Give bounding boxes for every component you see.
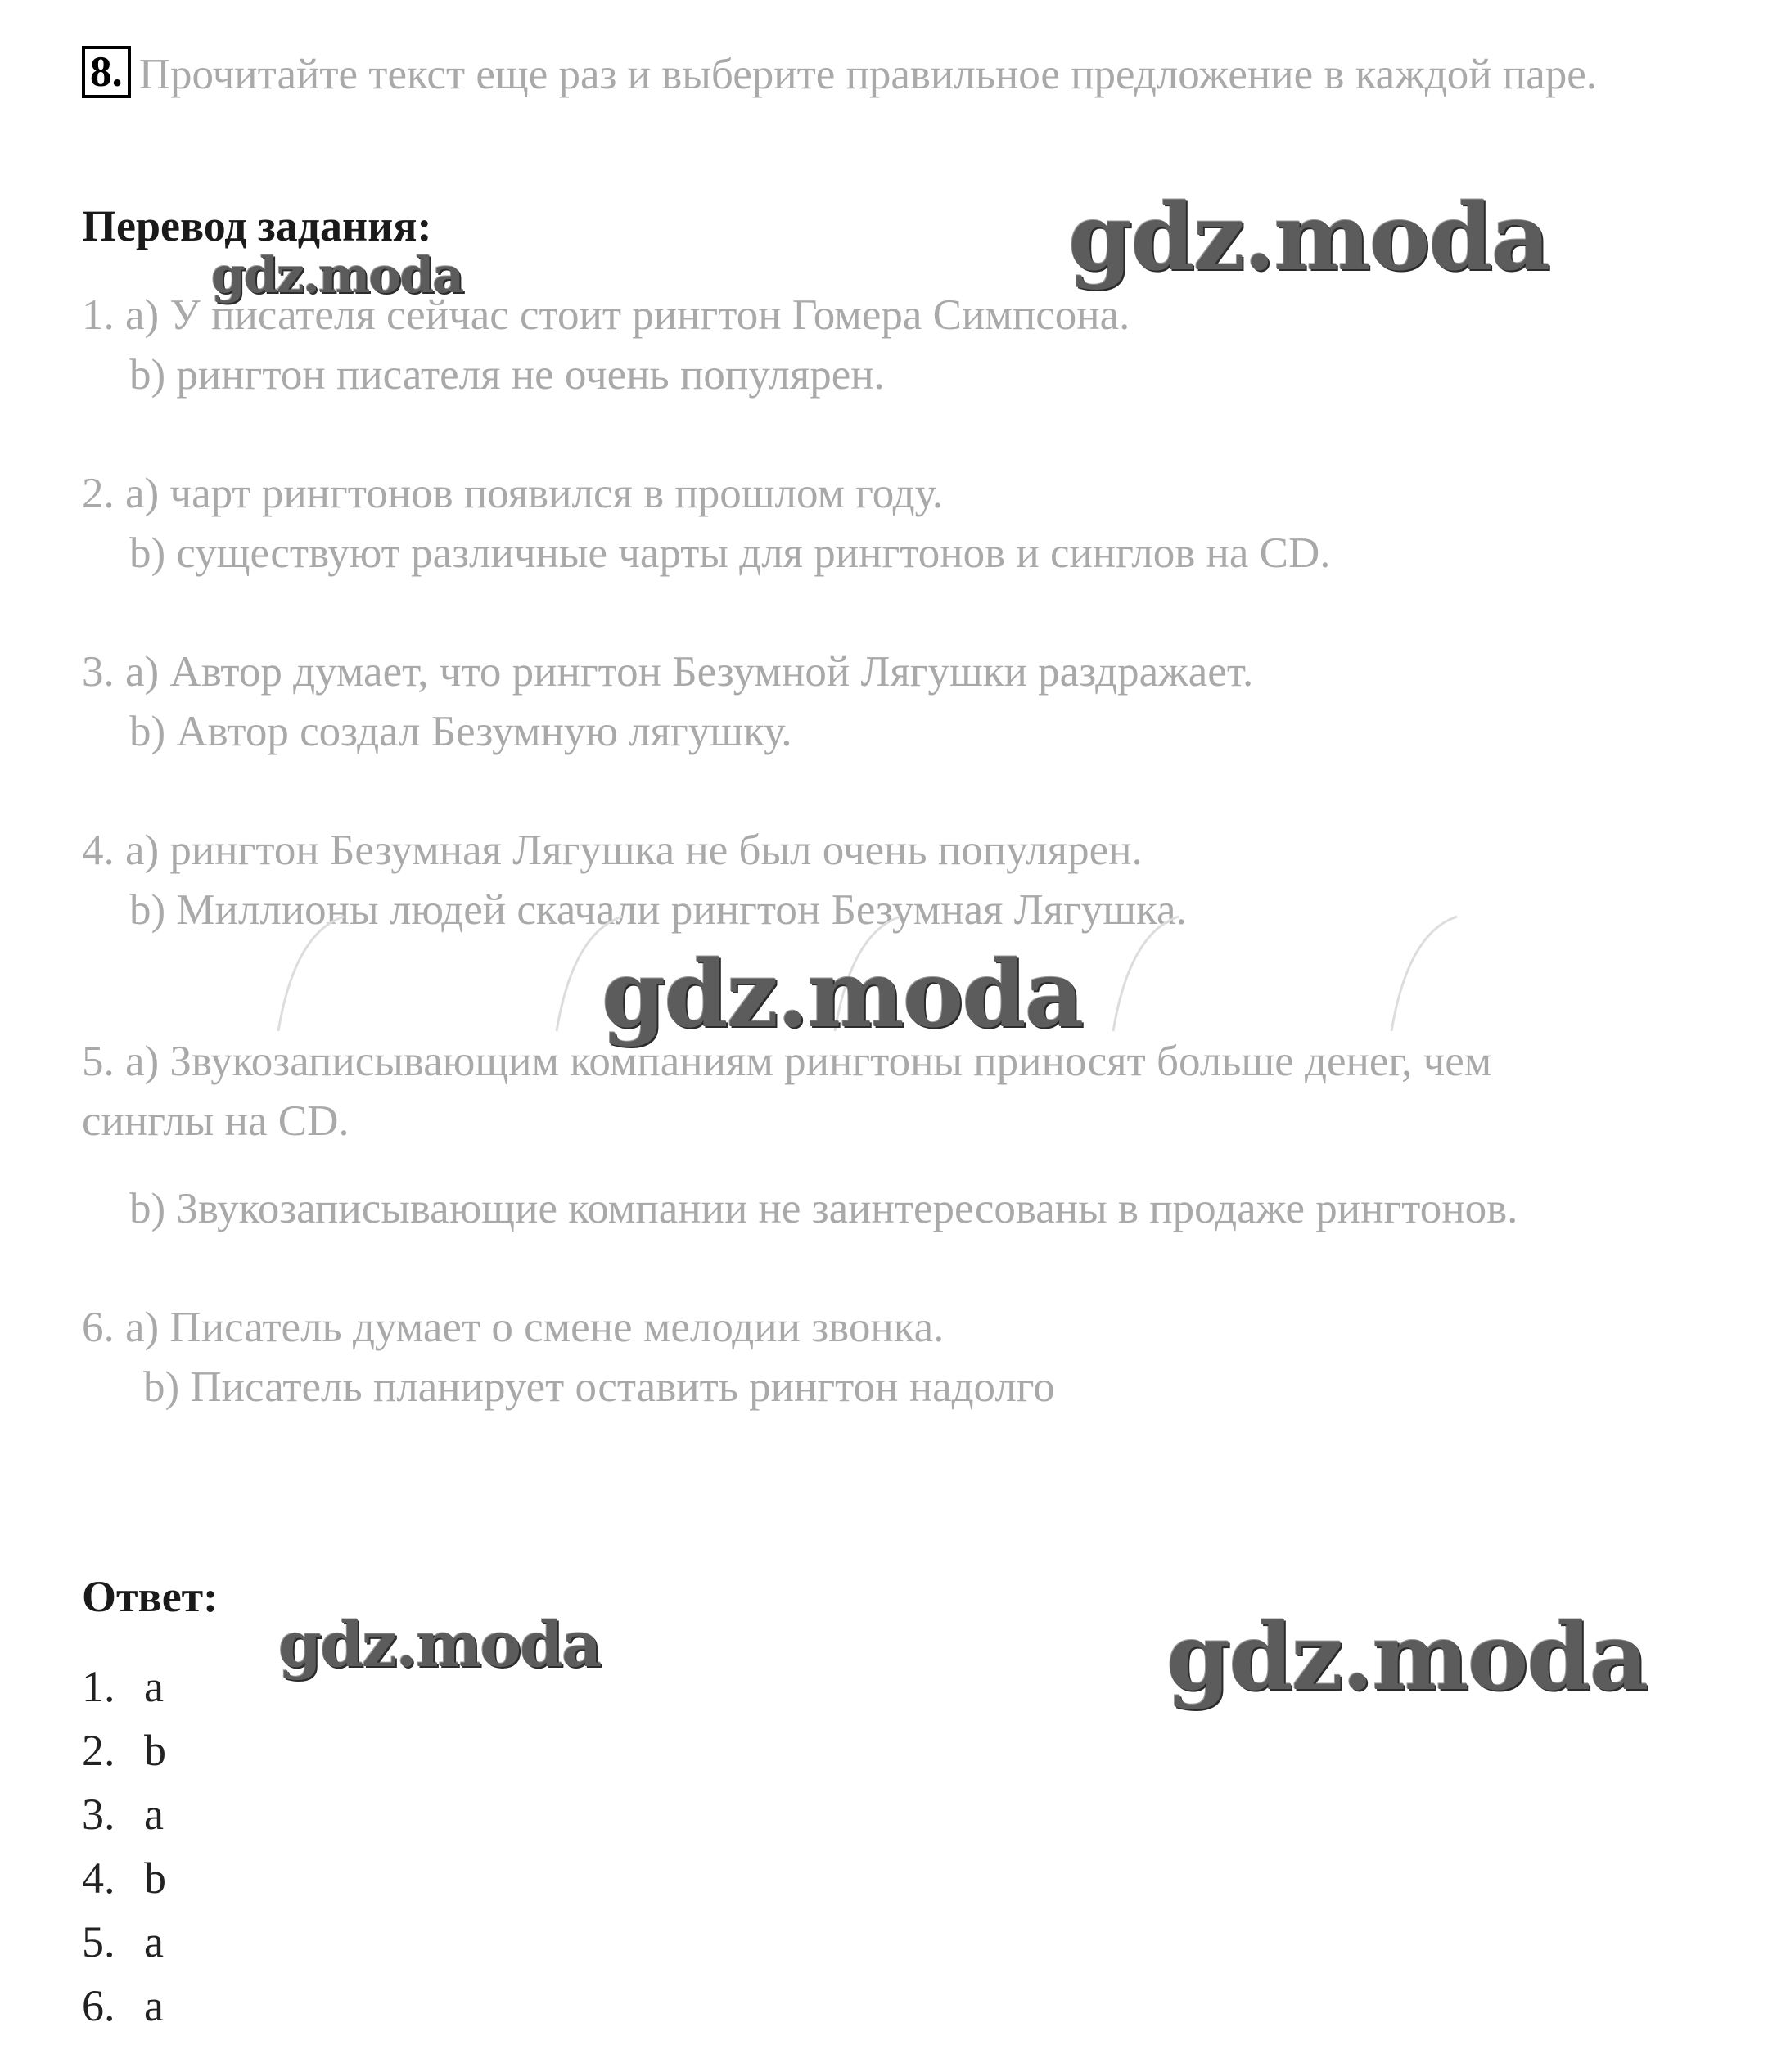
translation-title: Перевод задания: <box>82 201 432 250</box>
answer-1 <box>82 1661 164 1712</box>
watermark: gdz.moda <box>1068 184 1549 291</box>
item-5-b: b) Звукозаписывающие компании не заинтересованы в продаже рингтонов. <box>129 1185 1518 1232</box>
answer-5 <box>82 1917 164 1967</box>
item-1-b: b) рингтон писателя не очень популярен. <box>129 351 885 399</box>
watermark: gdz.moda <box>1166 1604 1648 1711</box>
answer-number: 2. <box>82 1726 115 1775</box>
item-3-b: b) Автор создал Безумную лягушку. <box>129 708 792 755</box>
answer-number: 1. <box>82 1662 115 1711</box>
item-2-a: 2. a) чарт рингтонов появился в прошлом году. <box>82 470 944 517</box>
item-4-b: b) Миллионы людей скачали рингтон Безумная Лягушка. <box>129 886 1187 934</box>
answer-number: 4. <box>82 1854 115 1903</box>
answer-number: 6. <box>82 1981 115 2030</box>
answer-title: Ответ: <box>82 1572 219 1621</box>
item-1-a: 1. a) У писателя сейчас стоит рингтон Гомера Симпсона. <box>82 291 1130 339</box>
answer-value: b <box>144 1726 166 1775</box>
item-4-a: 4. a) рингтон Безумная Лягушка не был очень популярен. <box>82 827 1143 874</box>
item-2-b: b) существуют различные чарты для рингтонов и синглов на CD. <box>129 529 1331 577</box>
item-5-a: 5. a) Звукозаписывающим компаниям рингтоны приносят больше денег, чем <box>82 1038 1492 1085</box>
item-5-a-cont: синглы на CD. <box>82 1097 350 1145</box>
watermark: gdz.moda <box>602 941 1083 1048</box>
item-3-a: 3. a) Автор думает, что рингтон Безумной Лягушки раздражает. <box>82 648 1254 696</box>
answer-6 <box>82 1980 164 2031</box>
task-text: Прочитайте текст еще раз и выберите правильное предложение в каждой паре. <box>138 51 1598 98</box>
answer-value: a <box>144 1981 164 2030</box>
item-6-b: b) Писатель планирует оставить рингтон надолго <box>143 1363 1055 1411</box>
task-number: 8. <box>82 46 131 98</box>
answer-number: 3. <box>82 1790 115 1839</box>
watermark: gdz.moda <box>278 1608 601 1681</box>
answer-4 <box>82 1853 166 1903</box>
answer-value: a <box>144 1790 164 1839</box>
watermark: gdz.moda <box>211 247 463 304</box>
item-6-a: 6. a) Писатель думает о смене мелодии звонка. <box>82 1304 945 1351</box>
answer-value: a <box>144 1917 164 1966</box>
task-header <box>82 41 1703 108</box>
answer-2 <box>82 1725 166 1776</box>
answer-3 <box>82 1789 164 1840</box>
answer-value: a <box>144 1662 164 1711</box>
answer-value: b <box>144 1854 166 1903</box>
answer-number: 5. <box>82 1917 115 1966</box>
